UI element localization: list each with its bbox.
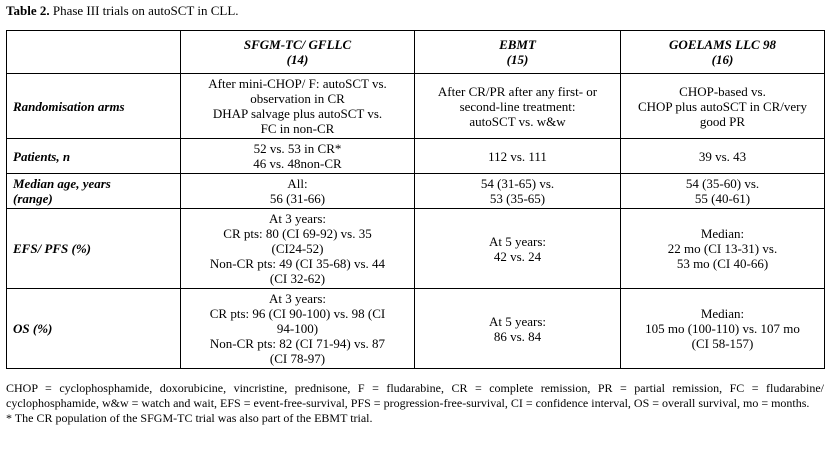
abbreviations-note: CHOP = cyclophosphamide, doxorubicine, vincristine, prednisone, F = fludarabine, CR = complete remission, PR = partial remission, FC = fludarabine/ cyclophosphamide, w&w = watch and wait, EFS = event-free-survival, PFS = progression-free-survival, CI = confidence interval, OS = overall survival, mo = months. — [6, 381, 824, 410]
cell-line: CR pts: 96 (CI 90-100) vs. 98 (CI — [209, 306, 386, 321]
cell-goelams — [621, 174, 825, 209]
cell-line: (CI 32-62) — [269, 271, 326, 286]
cell-line: Median: — [700, 226, 745, 241]
cell-line: After CR/PR after any first- or — [437, 83, 598, 99]
table-row-median-age — [7, 174, 825, 209]
cell-goelams — [621, 289, 825, 369]
table-footnote — [6, 381, 824, 426]
cell-line: 53 mo (CI 40-66) — [676, 256, 769, 271]
cell-ebmt — [415, 139, 621, 174]
cell-line: CR pts: 80 (CI 69-92) vs. 35 — [223, 226, 372, 241]
column-name: GOELAMS LLC 98 — [669, 37, 776, 52]
cell-line: 42 vs. 24 — [493, 248, 542, 264]
cell-line: 39 vs. 43 — [698, 148, 747, 164]
table-caption-label: Table 2. — [6, 3, 50, 18]
cell-ebmt — [415, 74, 621, 139]
cell-line: Median: — [700, 306, 745, 321]
cell-line: (CI 78-97) — [269, 351, 326, 366]
cell-ebmt — [415, 174, 621, 209]
cell-goelams — [621, 139, 825, 174]
cell-line: CHOP plus autoSCT in CR/very — [637, 98, 808, 114]
row-label-line: (range) — [13, 191, 53, 206]
row-label: Randomisation arms — [7, 74, 181, 139]
cell-line: 53 (35-65) — [489, 191, 546, 206]
cell-line: 55 (40-61) — [694, 191, 751, 206]
column-header-sfgm — [181, 31, 415, 74]
cell-line: second-line treatment: — [459, 98, 576, 114]
row-label — [7, 174, 181, 209]
cell-line: After mini-CHOP/ F: autoSCT vs. — [208, 76, 387, 91]
cell-line: DHAP salvage plus autoSCT vs. — [212, 106, 383, 121]
cell-line: 105 mo (100-110) vs. 107 mo — [645, 321, 800, 336]
cell-line: Non-CR pts: 82 (CI 71-94) vs. 87 — [209, 336, 386, 351]
column-ref: (14) — [286, 52, 309, 67]
row-label: OS (%) — [7, 289, 181, 369]
cell-line: (CI 58-157) — [691, 336, 754, 351]
cell-line: Non-CR pts: 49 (CI 35-68) vs. 44 — [209, 256, 386, 271]
cell-line: At 5 years: — [488, 313, 547, 329]
cell-line: autoSCT vs. w&w — [469, 113, 566, 129]
cell-ebmt — [415, 289, 621, 369]
cell-line: 54 (31-65) vs. — [480, 176, 555, 191]
table-row-patients — [7, 139, 825, 174]
column-name: SFGM-TC/ GFLLC — [243, 37, 352, 52]
cell-sfgm — [181, 139, 415, 174]
table-header-row — [7, 31, 825, 74]
asterisk-note: * The CR population of the SFGM-TC trial was also part of the EBMT trial. — [6, 411, 373, 425]
row-label: EFS/ PFS (%) — [7, 209, 181, 289]
cell-line: FC in non-CR — [260, 121, 335, 136]
column-ref: (16) — [711, 52, 734, 67]
table-caption — [6, 3, 239, 19]
cell-line: 22 mo (CI 13-31) vs. — [667, 241, 778, 256]
cell-goelams — [621, 74, 825, 139]
cell-line: good PR — [699, 113, 746, 129]
corner-cell — [7, 31, 181, 74]
cell-line: observation in CR — [250, 91, 345, 106]
column-ref: (15) — [506, 52, 529, 67]
cell-line: All: — [287, 176, 308, 191]
table-row-os — [7, 289, 825, 369]
cell-line: At 3 years: — [268, 291, 327, 306]
row-label-line: Median age, years — [13, 176, 111, 191]
cell-line: 94-100) — [276, 321, 319, 336]
table-caption-text: Phase III trials on autoSCT in CLL. — [49, 3, 239, 18]
cell-line: CHOP-based vs. — [679, 83, 766, 99]
cell-sfgm — [181, 174, 415, 209]
column-name: EBMT — [499, 37, 536, 52]
column-header-ebmt — [415, 31, 621, 74]
cell-sfgm — [181, 74, 415, 139]
table-row-randomisation — [7, 74, 825, 139]
cell-line: 46 vs. 48non-CR — [253, 156, 342, 171]
column-header-goelams — [621, 31, 825, 74]
cell-line: 86 vs. 84 — [493, 328, 542, 344]
row-label: Patients, n — [7, 139, 181, 174]
cell-line: 112 vs. 111 — [488, 148, 547, 164]
cell-sfgm — [181, 289, 415, 369]
cell-line: At 3 years: — [268, 211, 327, 226]
cell-line: At 5 years: — [488, 233, 547, 249]
cell-goelams — [621, 209, 825, 289]
cell-line: 54 (35-60) vs. — [685, 176, 760, 191]
cell-line: (CI24-52) — [271, 241, 324, 256]
table-row-efs-pfs — [7, 209, 825, 289]
cell-ebmt — [415, 209, 621, 289]
trials-table — [6, 30, 825, 369]
cell-sfgm — [181, 209, 415, 289]
cell-line: 56 (31-66) — [269, 191, 326, 206]
cell-line: 52 vs. 53 in CR* — [253, 141, 342, 156]
